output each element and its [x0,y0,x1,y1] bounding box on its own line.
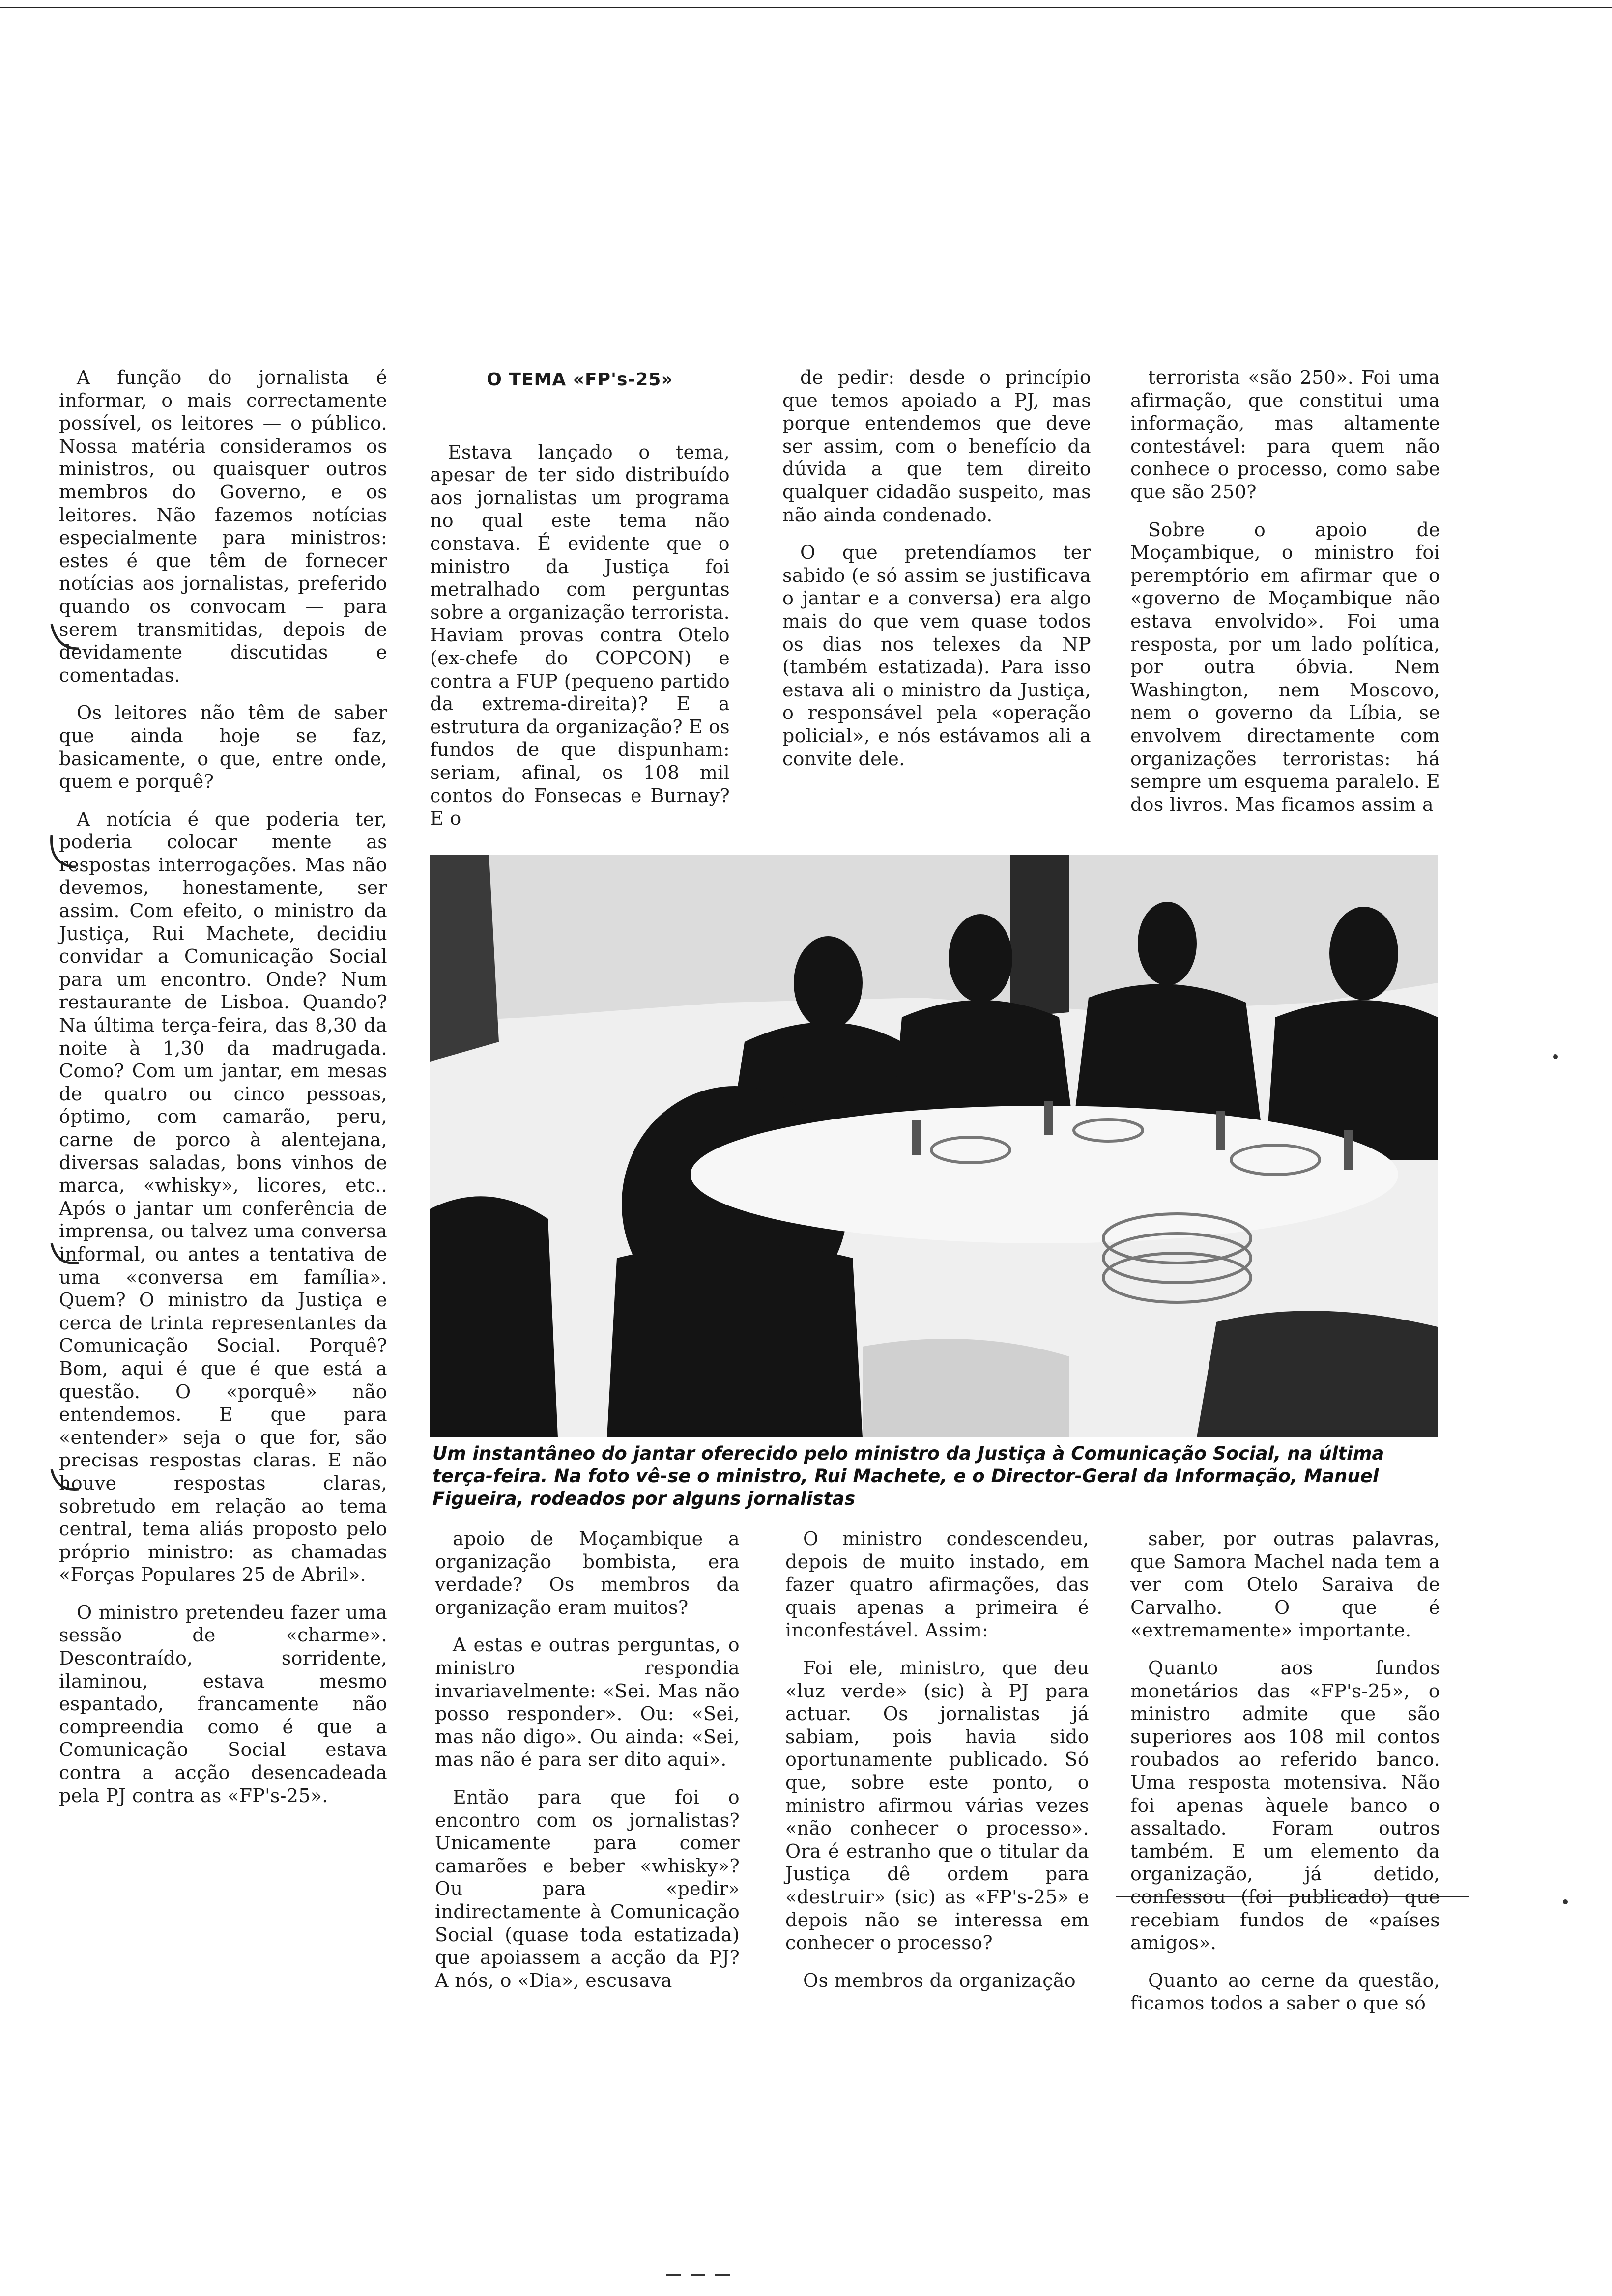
photo-caption: Um instantâneo do jantar oferecido pelo ministro da Justiça à Comunicação Social, na última terça-feira. Na foto vê-se o ministro, Rui Machete, e o Director-Geral da Informação, Manuel Figueira, rodeados por alguns jornalistas [432,1443,1384,1509]
paragraph: O que pretendíamos ter sabido (e só assim se justificava o jantar e a conversa) era algo mais do que vem quase todos os dias nos telexes da NP (também estatizada). Para isso estava ali o ministro da Justiça, o responsável pela «operação policial», e nós estávamos ali a convite dele. [782,542,1091,770]
paragraph: terrorista «são 250». Foi uma afirmação, que constitui uma informação, mas altamente contestável: para quem não conhece o processo, como sabe que são 250? [1130,367,1440,503]
paragraph: O ministro pretendeu fazer uma sessão de «charme». Descontraído, sorridente, ilaminou, estava mesmo espantado, francamente não compreendia como é que a Comunicação Social estava contra a acção desencadeada pela PJ contra as «FP's-25». [59,1601,387,1807]
paragraph: Estava lançado o tema, apesar de ter sido distribuído aos jornalistas um programa no qual este tema não constava. É evidente que o ministro da Justiça foi metralhado com perguntas sobre a organização terrorista. Haviam provas contra Otelo (ex-chefe do COPCON) e contra a FUP (pequeno partido da extrema-direita)? E a estrutura da organização? E os fundos de que dispunham: seriam, afinal, os 108 mil contos do Fonsecas e Burnay? E o [430,441,730,830]
paragraph: A notícia é que poderia ter, poderia colocar mente as respostas interrogações. Mas não devemos, honestamente, ser assim. Com efeito, o ministro da Justiça, Rui Machete, decidiu convidar a Comunicação Social para um encontro. Onde? Num restaurante de Lisboa. Quando? Na última terça-feira, das 8,30 da noite à 1,30 da madrugada. Como? Com um jantar, em mesas de quatro ou cinco pessoas, óptimo, com camarão, peru, carne de porco à alentejana, diversas saladas, bons vinhos de marca, «whisky», licores, etc.. Após o jantar um conferência de imprensa, ou talvez uma conversa informal, ou antes a tentativa de uma «conversa em família». Quem? O ministro da Justiça e cerca de trinta representantes da Comunicação Social. Porquê? Bom, aqui é que é que está a questão. O «porquê» não entendemos. E que para «entender» seja o que for, são precisas respostas claras. E não houve respostas claras, sobretudo em relação ao tema central, tema aliás proposto pelo próprio ministro: as chamadas «Forças Populares 25 de Abril». [59,808,387,1586]
dinner-photo-image [430,855,1438,1437]
scan-dash-mark [663,2270,742,2280]
margin-bracket-mark [47,1238,81,1273]
paragraph: A função do jornalista é informar, o mais correctamente possível, os leitores — o público. Nossa matéria consideramos os ministros, ou quaisquer outros membros do Governo, e os leitores. Não fazemos notícias especialmente para ministros: estes é que têm de fornecer notícias aos jornalistas, preferido quando os convocam — para serem transmitidas, depois de devidamente discutidas e comentadas. [59,367,387,686]
article-column-3-top [782,366,1091,840]
article-column-3-bottom [785,1527,1089,2255]
paragraph: Os leitores não têm de saber que ainda hoje se faz, basicamente, o que, entre onde, quem e porquê? [59,702,387,793]
section-heading: O TEMA «FP's-25» [487,370,673,390]
paragraph: apoio de Moçambique a organização bombista, era verdade? Os membros da organização eram muitos? [435,1528,740,1618]
paragraph: de pedir: desde o princípio que temos apoiado a PJ, mas porque entendemos que deve ser assim, com o benefício da dúvida a que tem direito qualquer cidadão suspeito, mas não ainda condenado. [782,367,1091,526]
paragraph: saber, por outras palavras, que Samora Machel nada tem a ver com Otelo Saraiva de Carvalho. O que é «extremamente» importante. [1130,1528,1440,1641]
article-column-2-top [430,369,730,840]
margin-bracket-mark [47,619,81,659]
paragraph: Os membros da organização [803,1969,1076,1991]
margin-bracket-mark [44,831,79,875]
paragraph: O ministro condescendeu, depois de muito instado, em fazer quatro afirmações, das quais apenas a primeira é inconfestável. Assim: [785,1528,1089,1641]
paragraph: Quanto aos fundos monetários das «FP's-25», o ministro admite que são superiores aos 108 mil contos roubados ao referido banco. Uma resposta motensiva. Não foi apenas àquele banco o assaltado. Foram outros também. E um elemento da organização, já detido, confessou (foi publicado) que recebiam fundos de «países amigos». [1130,1657,1440,1954]
article-column-1 [59,366,387,2236]
article-column-4-top [1130,366,1440,840]
scan-dot-mark [1551,1052,1560,1062]
article-column-2-bottom [435,1527,740,2255]
paragraph: Quanto ao cerne da questão, ficamos todos a saber o que só [1130,1969,1440,2014]
scan-dot-mark [1560,1897,1570,1907]
paragraph: Foi ele, ministro, que deu «luz verde» (sic) à PJ para actuar. Os jornalistas já sabiam, pois havia sido oportunamente publicado. Só que, sobre este ponto, o ministro afirmou várias vezes «não conhecer o processo». Ora é estranho que o titular da Justiça dê ordem para «destruir» (sic) as «FP's-25» e depois não se interessa em conhecer o processo? [785,1657,1089,1954]
article-column-4-bottom [1130,1527,1440,2014]
paragraph: Então para que foi o encontro com os jornalistas? Unicamente para comer camarões e beber «whisky»? Ou para «pedir» indirectamente à Comunicação Social (quase toda estatizada) que apoiassem a acção da PJ? A nós, o «Dia», escusava [435,1786,740,1991]
paragraph: A estas e outras perguntas, o ministro respondia invariavelmente: «Sei. Mas não posso responder». Ou: «Sei, mas não digo». Ou ainda: «Sei, mas não é para ser dito aqui». [435,1634,740,1771]
dinner-photo [430,855,1438,1437]
top-rule [0,7,1612,8]
paragraph: Sobre o apoio de Moçambique, o ministro foi peremptório em afirmar que o «governo de Moçambique não estava envolvido». Foi uma resposta, por um lado política, por outra óbvia. Nem Washington, nem Moscovo, nem o governo da Líbia, se envolvem directamente com organizações terroristas: há sempre um esquema paralelo. E dos livros. Mas ficamos assim a [1130,518,1440,815]
margin-bracket-mark [47,1464,81,1499]
